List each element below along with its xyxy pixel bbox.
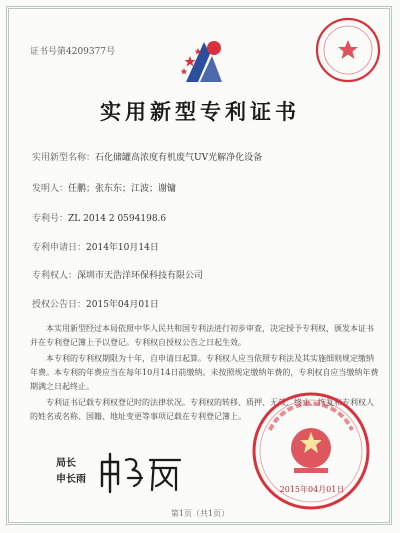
patent-number-field [32,211,166,224]
seal-date: 2015年04月01日 [279,485,345,494]
page-title: 实用新型专利证书 [100,99,300,124]
inventor-value: 任鹏；张东东；江波；谢镛 [68,184,177,194]
inventor-label: 发明人： [32,184,69,194]
filing-date-field [32,240,159,253]
grant-date-field [32,297,159,310]
inventor-field [32,181,176,194]
paragraph-1: 本实用新型经过本局依照中华人民共和国专利法进行初步审查，决定授予专利权，颁发本证书并在专利登记簿上予以登记。专利权自授权公告之日起生效。 [30,324,374,347]
paragraph-3: 专利证书记载专利权登记时的法律状况。专利权的转移、质押、无效、终止、恢复和专利权人的姓名或名称、国籍、地址变更等事项记载在专利登记簿上。 [30,398,374,421]
patentee-value: 深圳市天浩洋环保科技有限公司 [77,271,204,281]
patentee-label: 专利权人： [32,271,78,281]
patent-number-label: 专利号： [32,214,69,224]
examination-seal-icon [314,16,382,84]
page-footer: 第1页（共1页） [170,509,230,518]
grant-date-value: 2015年04月01日 [86,300,159,310]
sipo-logo-icon [176,34,232,90]
patent-number-value: ZL 2014 2 0594198.6 [68,214,167,224]
director-title: 局长 [56,458,76,469]
handwritten-signature-icon [96,448,186,496]
name-label: 实用新型名称： [32,153,96,163]
patentee-field [32,268,203,281]
name-value: 石化储罐高浓度有机废气UV光解净化设备 [95,153,263,163]
director-name: 申长雨 [56,474,86,485]
certificate-number: 证书号第4209377号 [30,47,116,57]
filing-date-value: 2014年10月14日 [86,243,159,253]
name-field [32,150,262,163]
paragraph-2: 本专利的专利权期限为十年，自申请日起算。专利权人应当依照专利法及其实施细则规定缴纳年费。本专利的年费应当在每年10月14日前缴纳。未按照规定缴纳年费的，专利权自应当缴纳年费期满之日起终止。 [30,354,379,391]
grant-date-label: 授权公告日： [32,300,87,310]
filing-date-label: 专利申请日： [32,243,87,253]
